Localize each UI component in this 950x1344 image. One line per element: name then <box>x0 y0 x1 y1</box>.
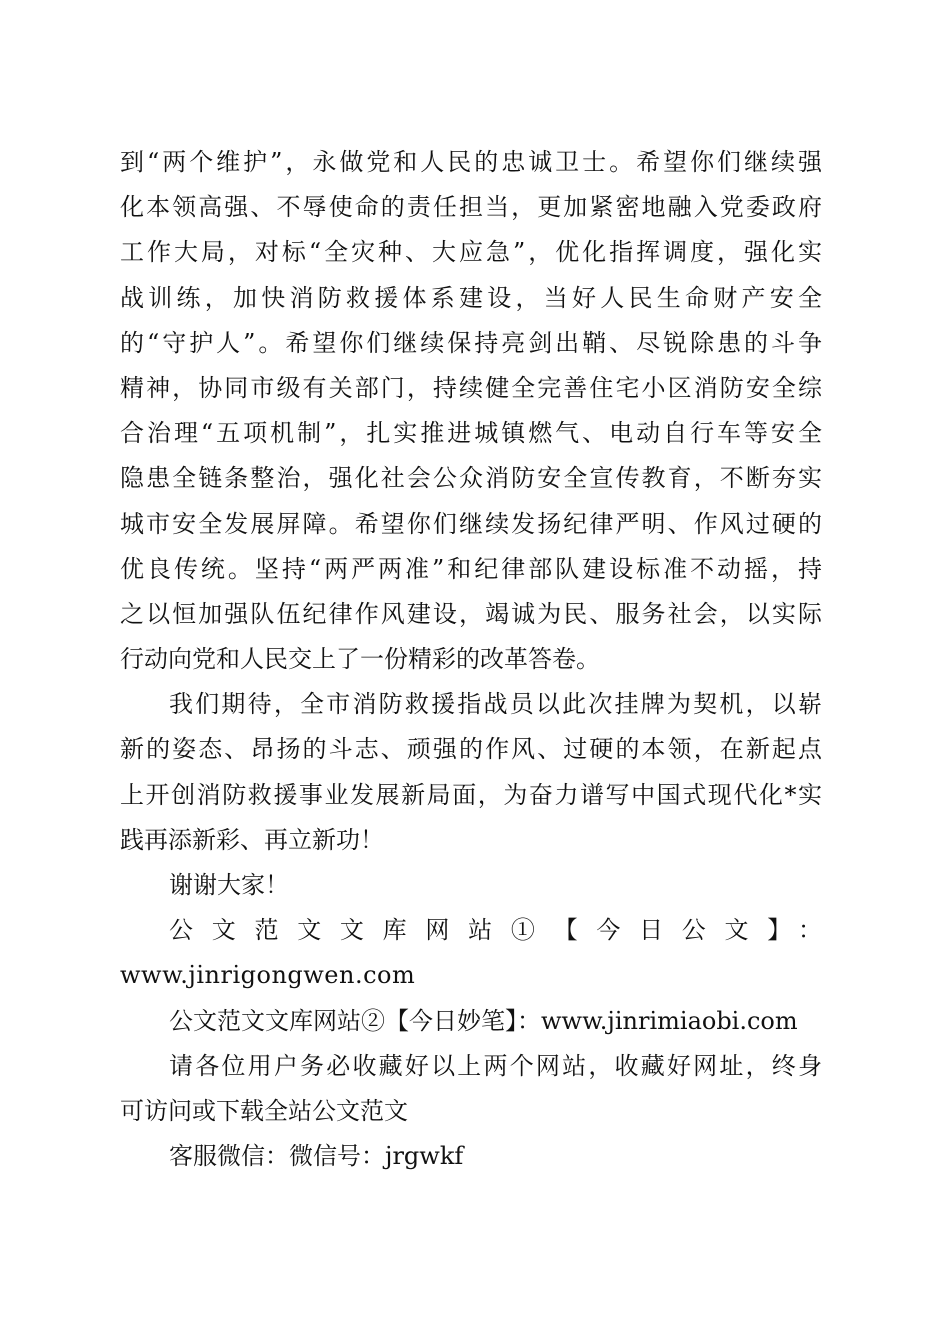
site-2-line[interactable]: 公文范文文库网站②【今日妙笔】：www.jinrimiaobi.com <box>169 1006 798 1035</box>
paragraph-1-line: 精神，协同市级有关部门，持续健全完善住宅小区消防安全综 <box>120 373 822 402</box>
paragraph-2-line: 践再添新彩、再立新功！ <box>120 825 384 854</box>
thanks-line: 谢谢大家！ <box>169 871 289 899</box>
notice-line: 请各位用户务必收藏好以上两个网站，收藏好网址，终身 <box>169 1051 822 1080</box>
paragraph-2-line: 新的姿态、昂扬的斗志、顽强的作风、过硬的本领，在新起点 <box>120 735 822 764</box>
paragraph-1-line: 优良传统。坚持“两严两准”和纪律部队建设标准不动摇，持 <box>120 554 822 583</box>
paragraph-1 <box>120 140 822 682</box>
customer-service-line: 客服微信：微信号：jrgwkf <box>169 1142 464 1171</box>
paragraph-1-line: 隐患全链条整治，强化社会公众消防安全宣传教育，不断夯实 <box>120 464 822 493</box>
paragraph-1-line: 到“两个维护”，永做党和人民的忠诚卫士。希望你们继续强 <box>120 148 822 176</box>
paragraph-2-line: 我们期待，全市消防救援指战员以此次挂牌为契机，以崭 <box>169 690 822 719</box>
paragraph-1-line: 合治理“五项机制”，扎实推进城镇燃气、电动自行车等安全 <box>120 419 822 448</box>
site-1-label: 公文范文文库网站①【今日公文】： <box>169 916 822 945</box>
notice-line: 可访问或下载全站公文范文 <box>120 1096 408 1125</box>
paragraph-1-line: 的“守护人”。希望你们继续保持亮剑出鞘、尽锐除患的斗争 <box>120 328 822 357</box>
site-1-url[interactable]: www.jinrigongwen.com <box>120 961 416 990</box>
paragraph-1-line: 城市安全发展屏障。希望你们继续发扬纪律严明、作风过硬的 <box>120 509 822 538</box>
paragraph-1-line: 工作大局，对标“全灾种、大应急”，优化指挥调度，强化实 <box>120 238 822 267</box>
paragraph-1-line: 战训练，加快消防救援体系建设，当好人民生命财产安全 <box>120 283 822 312</box>
paragraph-2-line: 上开创消防救援事业发展新局面，为奋力谱写中国式现代化*实 <box>120 780 822 809</box>
paragraph-1-line: 之以恒加强队伍纪律作风建设，竭诚为民、服务社会，以实际 <box>120 599 822 628</box>
paragraph-1-line: 化本领高强、不辱使命的责任担当，更加紧密地融入党委政府 <box>120 193 822 222</box>
paragraph-1-line: 行动向党和人民交上了一份精彩的改革答卷。 <box>120 645 600 674</box>
document-page <box>120 140 822 1179</box>
paragraph-2 <box>120 682 822 863</box>
